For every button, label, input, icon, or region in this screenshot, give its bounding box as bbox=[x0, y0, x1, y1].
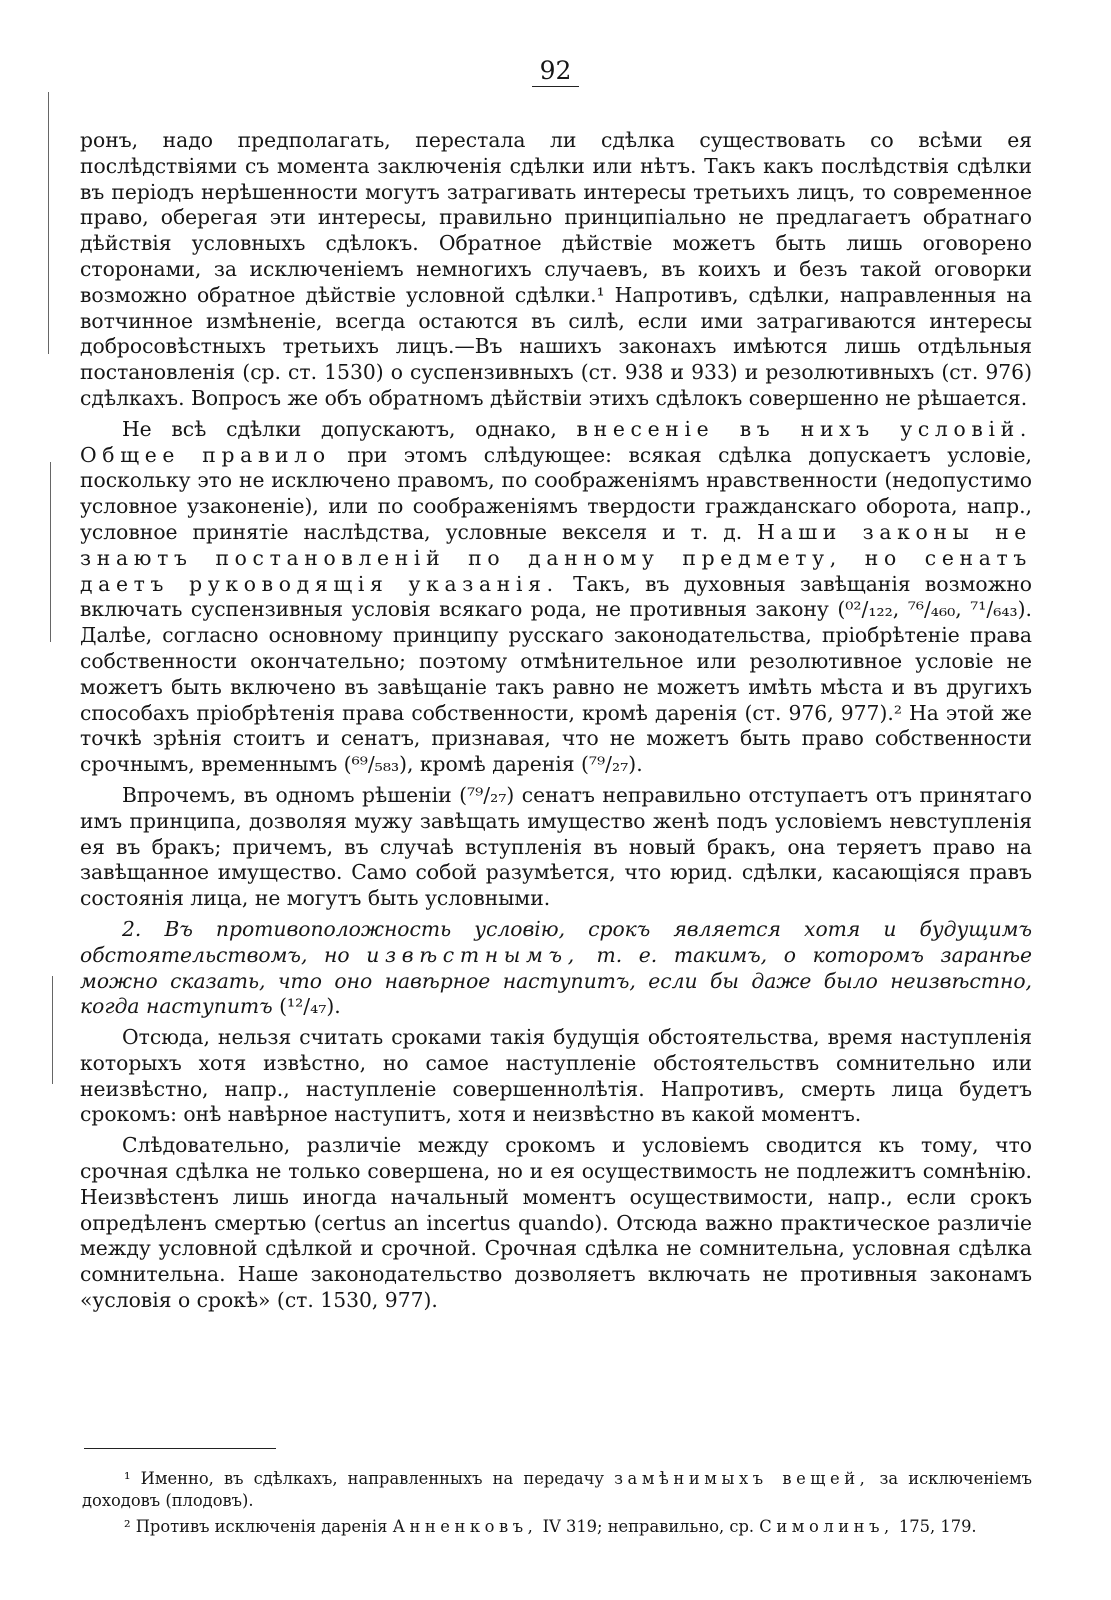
paragraph-1: ронъ, надо предполагать, перестала ли сдѣлка существовать со всѣми ея послѣдствіями съ момента заключенія сдѣлки или нѣтъ. Такъ какъ послѣдствія сдѣлки въ періодъ нерѣшенности могутъ затрагивать интересы третьихъ лицъ, то современное право, оберегая эти интересы, правильно принципіально не предлагаетъ обратнаго дѣйствія условныхъ сдѣлокъ. Обратное дѣйствіе можетъ быть лишь оговорено сторонами, за исключеніемъ немногихъ случаевъ, въ коихъ и безъ такой оговорки возможно обратное дѣйствіе условной сдѣлки.¹ Напротивъ, сдѣлки, направленныя на вотчинное измѣненіе, всегда остаются въ силѣ, если ими затрагиваются интересы добросовѣстныхъ третьихъ лицъ.—Въ нашихъ законахъ имѣются лишь отдѣльныя постановленія (ср. ст. 1530) о суспензивныхъ (ст. 938 и 933) и резолютивныхъ (ст. 976) сдѣлкахъ. Вопросъ же объ обратномъ дѣйствіи этихъ сдѣлокъ совершенно не рѣшается. bbox=[80, 128, 1032, 410]
spaced-term: Наши законы не знаютъ постановленій по данному предмету, но сенатъ даетъ руководящія указанія. bbox=[80, 519, 1032, 596]
paragraph-4-definition: 2. Въ противоположность условію, срокъ является хотя и будущимъ обстоятельствомъ, но извѣстнымъ, т. е. такимъ, о которомъ заранѣе можно сказать, что оно навѣрное наступитъ, если бы даже было неизвѣстно, когда наступитъ (¹²/₄₇). bbox=[80, 916, 1032, 1019]
spaced-term: внесеніе въ нихъ условій. bbox=[576, 416, 1033, 441]
paragraph-5: Отсюда, нельзя считать сроками такія будущія обстоятельства, время наступленія которыхъ хотя извѣстно, но самое наступленіе обстоятельствъ сомнительно или неизвѣстно, напр., наступленіе совершеннолѣтія. Напротивъ, смерть лица будетъ срокомъ: онѣ навѣрное наступитъ, хотя и неизвѣстно въ какой моментъ. bbox=[80, 1025, 1032, 1127]
main-text bbox=[80, 128, 1032, 1314]
paragraph-6: Слѣдовательно, различіе между срокомъ и условіемъ сводится къ тому, что срочная сдѣлка не только совершена, но и ея осуществимость не подлежитъ сомнѣнію. Неизвѣстенъ лишь иногда начальный моментъ осуществимости, напр., если срокъ опредѣленъ смертью (certus an incertus quando). Отсюда важно практическое различіе между условной сдѣлкой и срочной. Срочная сдѣлка не сомнительна, условная сдѣлка сомнительна. Наше законодательство дозволяетъ включать не противныя законамъ «условія о срокѣ» (ст. 1530, 977). bbox=[80, 1133, 1032, 1313]
footnote-1: ¹ Именно, въ сдѣлкахъ, направленныхъ на передачу замѣнимыхъ вещей, за исключеніемъ доходовъ (плодовъ). bbox=[82, 1469, 1032, 1510]
spaced-term: Симолинъ, bbox=[759, 1517, 894, 1536]
paragraph-3: Впрочемъ, въ одномъ рѣшеніи (⁷⁹/₂₇) сенатъ неправильно отступаетъ отъ принятаго имъ принципа, дозволяя мужу завѣщать имущество женѣ подъ условіемъ невступленія ея въ бракъ; причемъ, въ случаѣ вступленія въ новый бракъ, она теряетъ право на завѣщанное имущество. Само собой разумѣется, что юрид. сдѣлки, касающіяся правъ состоянія лица, не могутъ быть условными. bbox=[80, 782, 1032, 911]
spaced-term: замѣнимыхъ вещей, bbox=[614, 1469, 870, 1488]
spaced-term: Анненковъ, bbox=[392, 1517, 538, 1536]
paragraph-2: Не всѣ сдѣлки допускаютъ, однако, внесеніе въ нихъ условій. Общее правило при этомъ слѣдующее: всякая сдѣлка допускаетъ условіе, поскольку это не исключено правомъ, по соображеніямъ нравственности (недопустимо условное узаконеніе), или по соображеніямъ твердости гражданскаго оборота, напр., условное принятіе наслѣдства, условные векселя и т. д. Наши законы не знаютъ постановленій по данному предмету, но сенатъ даетъ руководящія указанія. Такъ, въ духовныя завѣщанія возможно включать суспензивныя условія всякаго рода, не противныя закону (⁰²/₁₂₂, ⁷⁶/₄₆₀, ⁷¹/₆₄₃). Далѣе, согласно основному принципу русскаго законодательства, пріобрѣтеніе права собственности окончательно; поэтому отмѣнительное или резолютивное условіе не можетъ быть включено въ завѣщаніе такъ равно не можетъ имѣть мѣста и въ другихъ способахъ пріобрѣтенія права собственности, кромѣ даренія (ст. 976, 977).² На этой же точкѣ зрѣнія стоитъ и сенатъ, признавая, что не можетъ быть право собственности срочнымъ, временнымъ (⁶⁹/₅₈₃), кромѣ даренія (⁷⁹/₂₇). bbox=[80, 416, 1033, 777]
spaced-term: извѣстнымъ, bbox=[366, 942, 580, 967]
page-number: 92 bbox=[0, 56, 1111, 85]
spaced-term: Общее правило bbox=[80, 442, 331, 467]
footnote-divider bbox=[84, 1448, 276, 1449]
margin-mark bbox=[52, 976, 53, 1084]
margin-mark bbox=[48, 92, 49, 354]
footnote-2: ² Противъ исключенія даренія Анненковъ, IV 319; неправильно, ср. Симолинъ, 175, 179. bbox=[124, 1517, 977, 1536]
margin-mark bbox=[50, 462, 51, 642]
section-number: 2. bbox=[122, 916, 142, 941]
